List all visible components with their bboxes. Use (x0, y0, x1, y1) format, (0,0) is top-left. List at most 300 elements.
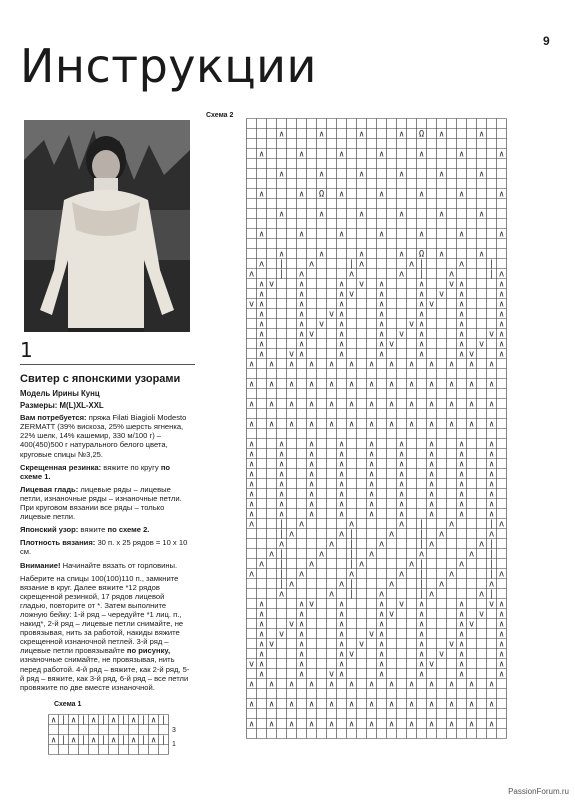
stitch-symbol: v (478, 339, 485, 350)
stitch-symbol: | (100, 735, 107, 746)
stitch-symbol: | (348, 579, 355, 590)
stitch-symbol: ∧ (258, 299, 265, 310)
stitch-symbol: ∧ (398, 469, 405, 480)
stitch-symbol: v (488, 599, 495, 610)
stitch-symbol: ∧ (498, 349, 505, 360)
stitch-symbol: ∧ (418, 289, 425, 300)
stitch-symbol: v (398, 599, 405, 610)
stitch-symbol: ∧ (388, 719, 395, 730)
stitch-symbol: ∧ (378, 299, 385, 310)
stitch-symbol: ∧ (398, 499, 405, 510)
stitch-symbol: ∧ (328, 699, 335, 710)
stitch-symbol: ∧ (248, 449, 255, 460)
stitch-symbol: | (418, 589, 425, 600)
stitch-symbol: ∧ (318, 209, 325, 220)
stitch-symbol: ∧ (488, 379, 495, 390)
stitch-symbol: ∧ (428, 399, 435, 410)
stitch-symbol: ʌ (348, 269, 355, 280)
stitch-symbol: ∧ (338, 509, 345, 520)
stitch-symbol: ∧ (258, 309, 265, 320)
stitch-symbol: ∧ (458, 619, 465, 630)
stitch-symbol: ∧ (368, 399, 375, 410)
stitch-symbol: ∧ (348, 719, 355, 730)
stitch-symbol: ∧ (448, 679, 455, 690)
stitch-symbol: ∧ (308, 499, 315, 510)
stitch-symbol: ∧ (298, 149, 305, 160)
stitch-symbol: ∧ (328, 379, 335, 390)
stitch-symbol: ∧ (488, 699, 495, 710)
stitch-symbol: ∧ (378, 309, 385, 320)
stitch-symbol: ∧ (398, 449, 405, 460)
stitch-symbol: ʌ (298, 269, 305, 280)
stitch-symbol: ∧ (338, 349, 345, 360)
stitch-symbol: ʌ (408, 559, 415, 570)
stitch-symbol: ʌ (458, 559, 465, 570)
stitch-symbol: ∧ (308, 719, 315, 730)
stitch-symbol: ʌ (388, 529, 395, 540)
stitch-symbol: ʌ (298, 519, 305, 530)
stitch-symbol: ∧ (448, 379, 455, 390)
stitch-symbol: ∧ (458, 349, 465, 360)
schema2-chart (246, 118, 508, 759)
stitch-symbol: ∧ (418, 299, 425, 310)
stitch-symbol: ∧ (278, 469, 285, 480)
stitch-symbol: ∧ (488, 419, 495, 430)
stitch-symbol: ∧ (428, 499, 435, 510)
stitch-symbol: ∧ (258, 609, 265, 620)
stitch-symbol: ∧ (338, 619, 345, 630)
stitch-symbol: ʌ (398, 519, 405, 530)
stitch-symbol: ∧ (498, 289, 505, 300)
stitch-symbol: ∧ (298, 639, 305, 650)
stitch-symbol: v (388, 609, 395, 620)
stitch-symbol: ∧ (338, 449, 345, 460)
stitch-symbol: | (418, 559, 425, 570)
stitch-symbol: ∧ (258, 279, 265, 290)
stitch-symbol: ∧ (448, 699, 455, 710)
stitch-symbol: ∧ (458, 499, 465, 510)
stitch-symbol: v (268, 639, 275, 650)
stitch-symbol: v (328, 309, 335, 320)
stitch-symbol: v (478, 609, 485, 620)
stitch-symbol: ∧ (398, 169, 405, 180)
rib-pattern: Скрещенная резинка: вяжите по кругу по схеме 1. (20, 462, 171, 481)
stitch-symbol: v (428, 659, 435, 670)
stitch-symbol: ∧ (298, 309, 305, 320)
stitch-symbol: | (488, 549, 495, 560)
stitch-symbol: ∧ (418, 599, 425, 610)
stitch-symbol: ʌ (338, 579, 345, 590)
stitch-symbol: ∧ (308, 359, 315, 370)
stitch-symbol: v (448, 639, 455, 650)
stitch-symbol: ∧ (488, 459, 495, 470)
stitch-symbol: ∧ (318, 169, 325, 180)
stitch-symbol: ∧ (418, 669, 425, 680)
stitch-symbol: ∧ (130, 735, 137, 746)
stitch-symbol: ʌ (378, 539, 385, 550)
stitch-symbol: ∧ (488, 499, 495, 510)
stitch-symbol: | (348, 529, 355, 540)
stitch-symbol: ∧ (418, 639, 425, 650)
stitch-symbol: ∧ (298, 339, 305, 350)
stitch-symbol: ∧ (398, 249, 405, 260)
stitch-symbol: ∧ (498, 639, 505, 650)
stitch-symbol: ∧ (258, 349, 265, 360)
stitch-symbol: ∧ (488, 469, 495, 480)
stitch-symbol: ∧ (378, 339, 385, 350)
stitch-symbol: | (488, 559, 495, 570)
stitch-symbol: ʌ (448, 519, 455, 530)
stitch-symbol: ʌ (458, 259, 465, 270)
stitch-symbol: ∧ (248, 469, 255, 480)
stitch-symbol: ∧ (338, 299, 345, 310)
stitch-symbol: | (418, 539, 425, 550)
stitch-symbol: ∧ (458, 449, 465, 460)
stitch-symbol: | (278, 549, 285, 560)
stitch-symbol: ∧ (488, 679, 495, 690)
stitch-symbol: ∧ (358, 249, 365, 260)
stitch-symbol: ∧ (428, 699, 435, 710)
stitch-symbol: ∧ (428, 509, 435, 520)
divider (20, 364, 195, 365)
stitch-symbol: ∧ (388, 679, 395, 690)
stitch-symbol: | (80, 735, 87, 746)
stitch-symbol: ∧ (378, 609, 385, 620)
stitch-symbol: v (438, 289, 445, 300)
schema1-label: Схема 1 (54, 701, 82, 708)
stitch-symbol: ∧ (408, 719, 415, 730)
stitch-symbol: ∧ (438, 209, 445, 220)
stitch-symbol: ∧ (248, 439, 255, 450)
stitch-symbol: ∧ (488, 719, 495, 730)
stitch-symbol: v (408, 319, 415, 330)
schema1-chart (48, 714, 170, 761)
stitch-symbol: ∧ (258, 319, 265, 330)
stitch-symbol: ∧ (388, 379, 395, 390)
stitch-symbol: ∧ (458, 479, 465, 490)
stitch-symbol: ʌ (258, 559, 265, 570)
stitch-symbol: ∧ (418, 319, 425, 330)
page-number: 9 (543, 34, 550, 48)
stitch-symbol: v (308, 599, 315, 610)
instructions: Наберите на спицы 100(100)110 п., замкните вязание в круг. Далее вяжите *12 рядов скрещенной резинкой, 17 рядов лицевой гладью, повторите от *. Затем выполните ложную бейку: 1-й ряд – чередуйте *1 лиц. п., накид*, 2-й ряд – лицевые петли снимайте, не провязывая, нить за работой, накиды вяжите скрещенной изнаночной петлей. 3-й ряд – лицевые петли провязывайте по рисунку, изнаночные снимайте, не провязывая, нить перед работой. 4-й ряд – вяжите, как 2-й ряд, 5-й ряд – вяжите, как 3-й ряд, 6-й ряд – все петли провяжите по две вместе изнаночной. (20, 573, 190, 692)
stitch-symbol: ∧ (378, 349, 385, 360)
stitch-symbol: ∧ (328, 359, 335, 370)
stitch-symbol: ∧ (348, 679, 355, 690)
stitch-symbol: ∧ (488, 479, 495, 490)
stitch-symbol: | (80, 715, 87, 726)
stitch-symbol: ∧ (458, 599, 465, 610)
stitch-symbol: ∧ (458, 319, 465, 330)
stitch-symbol: ∧ (378, 639, 385, 650)
stitch-symbol: ∧ (488, 399, 495, 410)
stitch-symbol: | (60, 715, 67, 726)
stitch-symbol: ∧ (348, 399, 355, 410)
stitch-symbol: ∧ (418, 609, 425, 620)
stitch-symbol: | (160, 735, 167, 746)
stitch-symbol: ∧ (498, 279, 505, 290)
stitch-symbol: Ω (318, 189, 325, 200)
stitch-symbol: | (418, 529, 425, 540)
stitch-symbol: ∧ (488, 509, 495, 520)
stitch-symbol: ∧ (278, 499, 285, 510)
stitch-symbol: ∧ (498, 659, 505, 670)
stitch-symbol: ∧ (278, 449, 285, 460)
stitch-symbol: ∧ (378, 599, 385, 610)
stitch-symbol: ∧ (448, 399, 455, 410)
stitch-symbol: | (418, 269, 425, 280)
stitch-symbol: ∧ (338, 189, 345, 200)
stitch-symbol: ∧ (368, 449, 375, 460)
stitch-symbol: ∧ (368, 699, 375, 710)
stitch-symbol: ∧ (428, 719, 435, 730)
stitch-symbol: | (278, 559, 285, 570)
stitch-symbol: v (288, 349, 295, 360)
stitch-symbol: | (488, 269, 495, 280)
stitch-symbol: | (488, 519, 495, 530)
stitch-symbol: | (278, 259, 285, 270)
stitch-symbol: ∧ (278, 459, 285, 470)
stitch-symbol: ∧ (268, 419, 275, 430)
stitch-symbol: ∧ (258, 289, 265, 300)
stitch-symbol: ∧ (398, 479, 405, 490)
stitch-symbol: ʌ (288, 529, 295, 540)
stitch-symbol: ∧ (458, 329, 465, 340)
stitch-symbol: ∧ (368, 439, 375, 450)
stitch-symbol: ∧ (368, 359, 375, 370)
stitch-symbol: ∧ (258, 649, 265, 660)
stitch-symbol: ∧ (448, 419, 455, 430)
stitch-symbol: ∧ (458, 469, 465, 480)
stitch-symbol: ∧ (298, 629, 305, 640)
stitch-symbol: ∧ (298, 319, 305, 330)
stitch-symbol: Ω (418, 249, 425, 260)
stitch-symbol: ∧ (378, 149, 385, 160)
stitch-symbol: ∧ (368, 499, 375, 510)
model-credit: Модель Ирины Кунц (20, 389, 100, 398)
stitch-symbol: | (488, 589, 495, 600)
stitch-symbol: | (488, 569, 495, 580)
stitch-symbol: ∧ (498, 629, 505, 640)
stitch-symbol: ∧ (268, 399, 275, 410)
stitch-symbol: ∧ (488, 489, 495, 500)
japanese-pattern: Японский узор: вяжите по схеме 2. (20, 525, 150, 535)
stitch-symbol: ∧ (418, 349, 425, 360)
stitch-symbol: ∧ (428, 459, 435, 470)
stitch-symbol: | (278, 529, 285, 540)
stitch-symbol: ∧ (298, 649, 305, 660)
stitch-symbol: | (418, 569, 425, 580)
stitch-symbol: ∧ (368, 419, 375, 430)
stitch-symbol: ∧ (50, 735, 57, 746)
stitch-symbol: ∧ (298, 609, 305, 620)
stitch-symbol: ∧ (90, 715, 97, 726)
stitch-symbol: ∧ (288, 379, 295, 390)
stitch-symbol: ∧ (478, 129, 485, 140)
stitch-symbol: ∧ (398, 459, 405, 470)
stitch-symbol: ∧ (298, 279, 305, 290)
stitch-symbol: | (60, 735, 67, 746)
stitch-symbol: ʌ (448, 569, 455, 580)
stitch-symbol: ʌ (498, 269, 505, 280)
stitch-symbol: ∧ (368, 719, 375, 730)
stitch-symbol: ∧ (358, 169, 365, 180)
stitch-symbol: ∧ (308, 439, 315, 450)
footer-watermark: PassionForum.ru (508, 787, 569, 796)
stitch-symbol: ∧ (368, 679, 375, 690)
stitch-symbol: ∧ (328, 419, 335, 430)
stitch-symbol: ∧ (478, 169, 485, 180)
stitch-symbol: ∧ (110, 715, 117, 726)
stitch-symbol: ∧ (338, 329, 345, 340)
stitch-symbol: ∧ (378, 329, 385, 340)
stitch-symbol: ∧ (338, 499, 345, 510)
stitch-symbol: ∧ (498, 649, 505, 660)
stitch-symbol: ∧ (308, 449, 315, 460)
stitch-symbol: ∧ (258, 599, 265, 610)
stitch-symbol: ∧ (258, 189, 265, 200)
stitch-symbol: ʌ (488, 579, 495, 590)
stitch-symbol: ∧ (308, 459, 315, 470)
stitch-symbol: ∧ (458, 279, 465, 290)
stitch-symbol: ∧ (468, 399, 475, 410)
sizes: Размеры: M(L)XL-XXL (20, 401, 104, 411)
stitch-symbol: ∧ (458, 639, 465, 650)
stitch-symbol: ∧ (498, 609, 505, 620)
stitch-symbol: ∧ (498, 309, 505, 320)
stitch-symbol: ∧ (338, 289, 345, 300)
stitch-symbol: ∧ (248, 479, 255, 490)
stitch-symbol: ∧ (150, 715, 157, 726)
stitch-symbol: ∧ (458, 609, 465, 620)
stitch-symbol: ∧ (368, 459, 375, 470)
stitch-symbol: ∧ (308, 419, 315, 430)
stitch-symbol: ∧ (318, 129, 325, 140)
stitch-symbol: | (120, 715, 127, 726)
stitch-symbol: ∧ (248, 379, 255, 390)
stitch-symbol: ∧ (130, 715, 137, 726)
stitch-symbol: v (248, 659, 255, 670)
stitch-symbol: ∧ (338, 309, 345, 320)
stitch-symbol: ∧ (498, 189, 505, 200)
stitch-symbol: ∧ (338, 229, 345, 240)
stitch-symbol: ʌ (448, 269, 455, 280)
stitch-symbol: ∧ (468, 679, 475, 690)
stitch-symbol: ∧ (338, 469, 345, 480)
stitch-symbol: | (140, 715, 147, 726)
stitch-symbol: ʌ (418, 549, 425, 560)
stitch-symbol: ∧ (248, 459, 255, 470)
stitch-symbol: ∧ (388, 699, 395, 710)
stitch-symbol: ∧ (308, 469, 315, 480)
stitch-symbol: v (368, 629, 375, 640)
stitch-symbol: ∧ (438, 169, 445, 180)
stitch-symbol: ʌ (278, 539, 285, 550)
schema2-label: Схема 2 (206, 112, 234, 119)
stitch-symbol: | (278, 269, 285, 280)
stitch-symbol: ∧ (248, 399, 255, 410)
stitch-symbol: ∧ (308, 699, 315, 710)
stitch-symbol: ∧ (458, 489, 465, 500)
stitch-symbol: ∧ (90, 735, 97, 746)
stitch-symbol: ∧ (50, 715, 57, 726)
stitch-symbol: ∧ (338, 339, 345, 350)
stitch-symbol: ∧ (338, 629, 345, 640)
stitch-symbol: ∧ (488, 439, 495, 450)
stitch-symbol: ∧ (448, 359, 455, 370)
stitch-symbol: v (308, 329, 315, 340)
stitch-symbol: ∧ (468, 419, 475, 430)
gauge: Плотность вязания: 30 п. х 25 рядов = 10 х 10 см. (20, 538, 188, 557)
stitch-symbol: ʌ (368, 549, 375, 560)
stitch-symbol: ∧ (378, 649, 385, 660)
stitch-symbol: ∧ (468, 359, 475, 370)
stitch-symbol: v (278, 629, 285, 640)
stitch-symbol: ∧ (378, 669, 385, 680)
stitch-symbol: ∧ (498, 299, 505, 310)
stitch-symbol: ∧ (458, 189, 465, 200)
stitch-symbol: ∧ (458, 459, 465, 470)
stitch-symbol: ∧ (298, 599, 305, 610)
stitch-symbol: ∧ (328, 719, 335, 730)
stitch-symbol: ∧ (418, 339, 425, 350)
stitch-symbol: ∧ (348, 379, 355, 390)
stitch-symbol: ∧ (248, 359, 255, 370)
stitch-symbol: ∧ (458, 309, 465, 320)
stitch-symbol: | (278, 579, 285, 590)
materials: Вам потребуется: пряжа Filati Biagioli Modesto ZERMATT (39% вискоза, 25% шерсть ягненка, 22% шелк, 14% кашемир, 330 м/100 г) – 400(450)500 г натурального белого цвета, круговые спицы №3,25. (20, 413, 187, 459)
stitch-symbol: ∧ (488, 359, 495, 370)
stitch-symbol: Ω (418, 129, 425, 140)
stitch-symbol: ∧ (408, 699, 415, 710)
article-heading: Свитер с японскими узорами (20, 373, 181, 385)
stitch-symbol: v (348, 649, 355, 660)
stitch-symbol: ∧ (418, 229, 425, 240)
stitch-symbol: ∧ (110, 735, 117, 746)
stitch-symbol: | (278, 569, 285, 580)
stitch-symbol: ∧ (278, 479, 285, 490)
stitch-symbol: v (268, 279, 275, 290)
stitch-symbol: ʌ (308, 559, 315, 570)
stitch-symbol: | (418, 519, 425, 530)
stitch-symbol: | (140, 735, 147, 746)
stitch-symbol: ∧ (278, 249, 285, 260)
stitch-symbol: ∧ (338, 659, 345, 670)
stitch-symbol: ∧ (268, 379, 275, 390)
stitch-symbol: v (398, 329, 405, 340)
stitch-symbol: ∧ (458, 229, 465, 240)
stitch-symbol: ∧ (458, 439, 465, 450)
stitch-symbol: ∧ (428, 379, 435, 390)
stitch-symbol: ʌ (478, 589, 485, 600)
stitch-symbol: ∧ (338, 439, 345, 450)
stitch-symbol: ∧ (298, 619, 305, 630)
stitch-symbol: ∧ (278, 209, 285, 220)
stitch-symbol: v (358, 279, 365, 290)
stitch-symbol: ∧ (428, 359, 435, 370)
stitch-symbol: ∧ (418, 309, 425, 320)
stitch-symbol: ∧ (348, 359, 355, 370)
stitch-symbol: ʌ (298, 569, 305, 580)
stitch-symbol: v (468, 349, 475, 360)
stitch-symbol: ∧ (368, 509, 375, 520)
stitch-symbol: ∧ (278, 509, 285, 520)
stitch-symbol: ∧ (328, 399, 335, 410)
stitch-symbol: ʌ (278, 589, 285, 600)
stitch-symbol: ∧ (258, 619, 265, 630)
stitch-symbol: ∧ (358, 209, 365, 220)
stitch-symbol: ʌ (348, 519, 355, 530)
